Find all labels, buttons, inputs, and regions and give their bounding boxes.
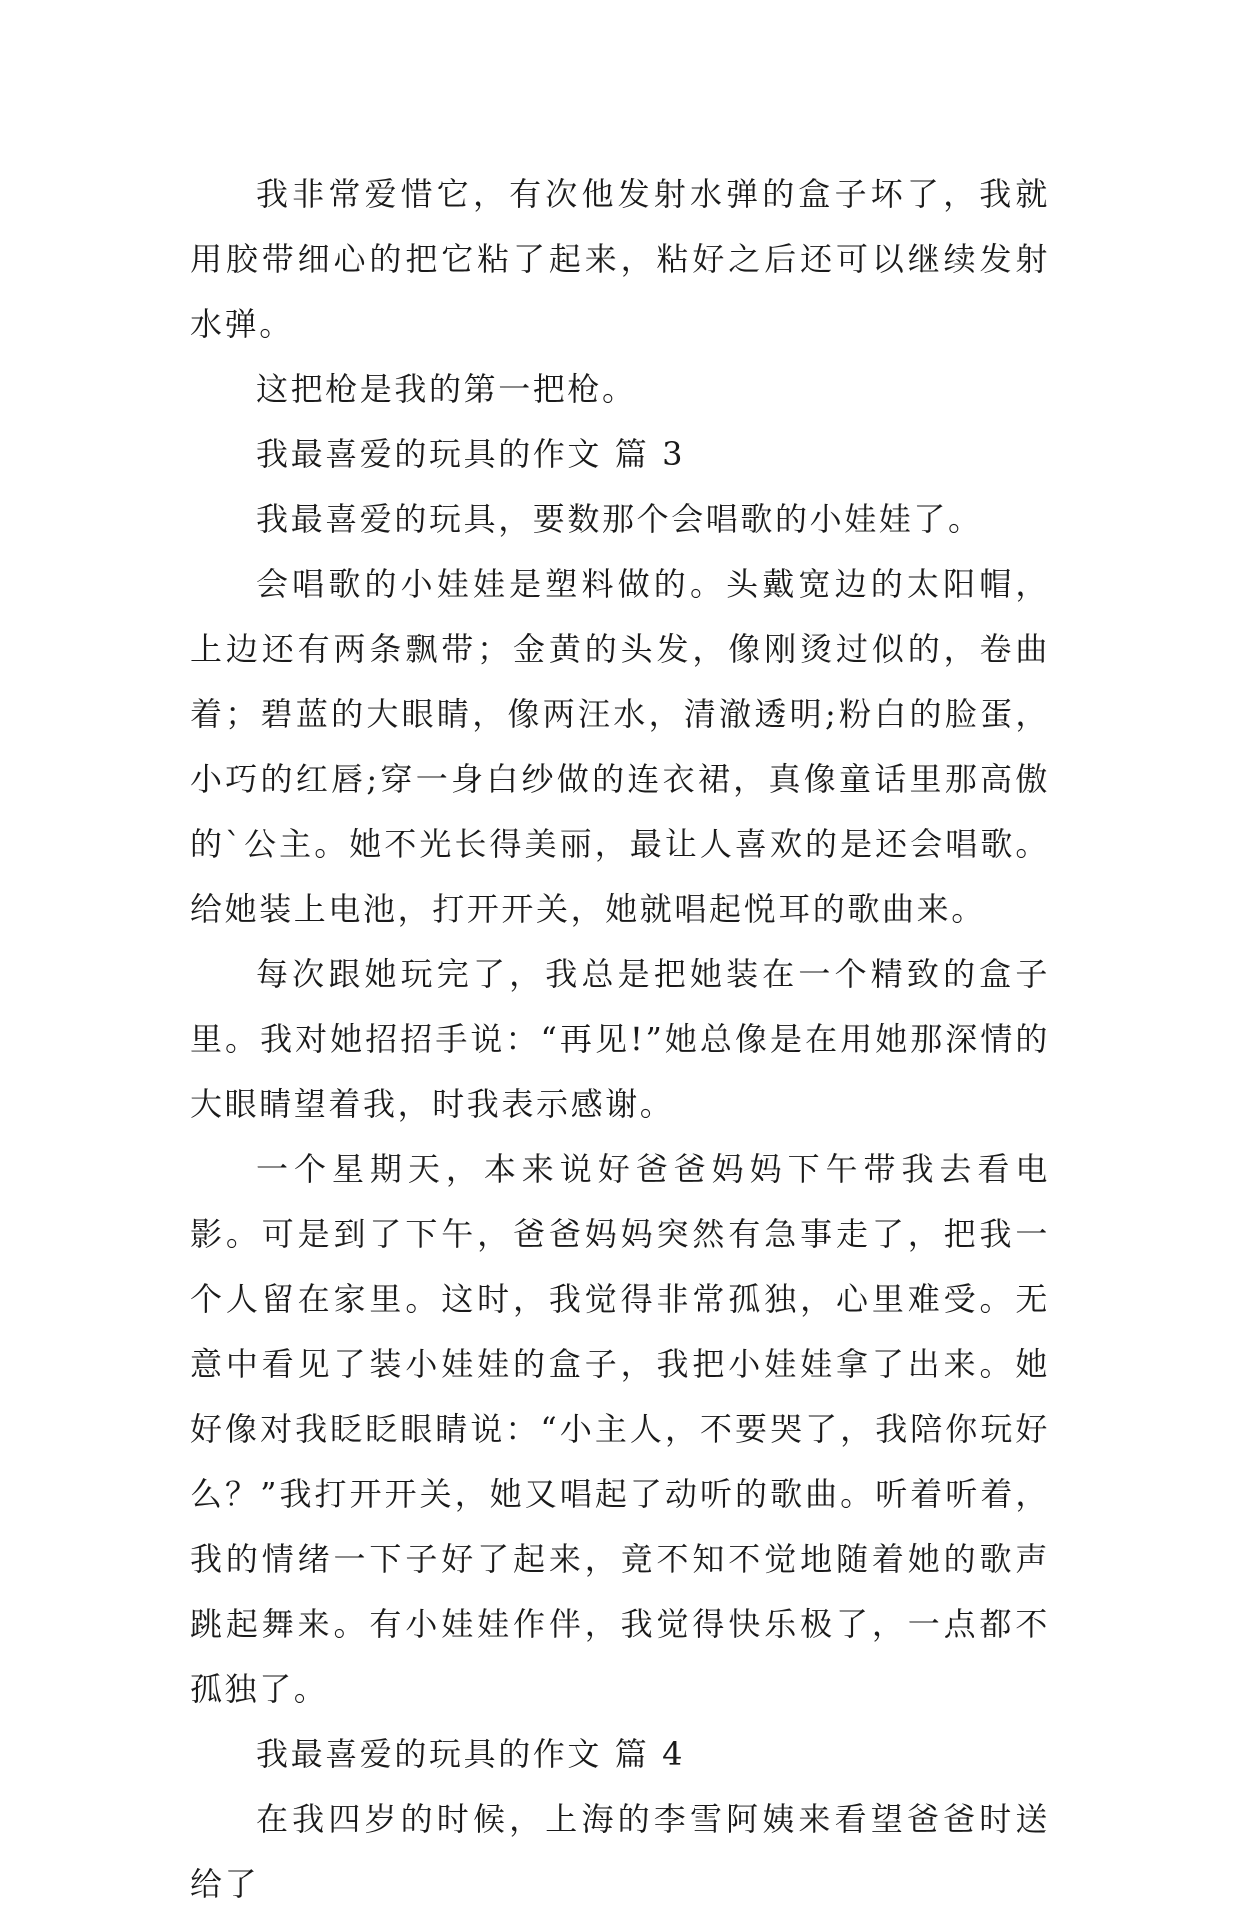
paragraph: 每次跟她玩完了，我总是把她装在一个精致的盒子里。我对她招招手说：“再见!”她总像是在用她那深情的大眼睛望着我，时我表示感谢。 [190, 955, 1050, 1123]
paragraph: 会唱歌的小娃娃是塑料做的。头戴宽边的太阳帽，上边还有两条飘带；金黄的头发，像刚烫过似的，卷曲着；碧蓝的大眼睛，像两汪水，清澈透明;粉白的脸蛋，小巧的红唇;穿一身白纱做的连衣裙，真像童话里那高傲的`公主。她不光长得美丽，最让人喜欢的是还会唱歌。给她装上电池，打开开关，她就唱起悦耳的歌曲来。 [190, 565, 1050, 928]
paragraph: 我非常爱惜它，有次他发射水弹的盒子坏了，我就用胶带细心的把它粘了起来，粘好之后还可以继续发射水弹。 [190, 175, 1050, 343]
paragraph: 一个星期天，本来说好爸爸妈妈下午带我去看电影。可是到了下午，爸爸妈妈突然有急事走了，把我一个人留在家里。这时，我觉得非常孤独，心里难受。无意中看见了装小娃娃的盒子，我把小娃娃拿了出来。她好像对我眨眨眼睛说：“小主人，不要哭了，我陪你玩好么？”我打开开关，她又唱起了动听的歌曲。听着听着，我的情绪一下子好了起来，竟不知不觉地随着她的歌声跳起舞来。有小娃娃作伴，我觉得快乐极了，一点都不孤独了。 [190, 1150, 1050, 1708]
paragraph: 我最喜爱的玩具，要数那个会唱歌的小娃娃了。 [256, 500, 983, 538]
paragraph: 这把枪是我的第一把枪。 [256, 370, 637, 408]
paragraph: 在我四岁的时候，上海的李雪阿姨来看望爸爸时送给了 [190, 1800, 1050, 1903]
document-body [190, 162, 1050, 1917]
section-heading: 我最喜爱的玩具的作文 篇 3 [256, 435, 686, 473]
section-heading: 我最喜爱的玩具的作文 篇 4 [256, 1735, 686, 1773]
